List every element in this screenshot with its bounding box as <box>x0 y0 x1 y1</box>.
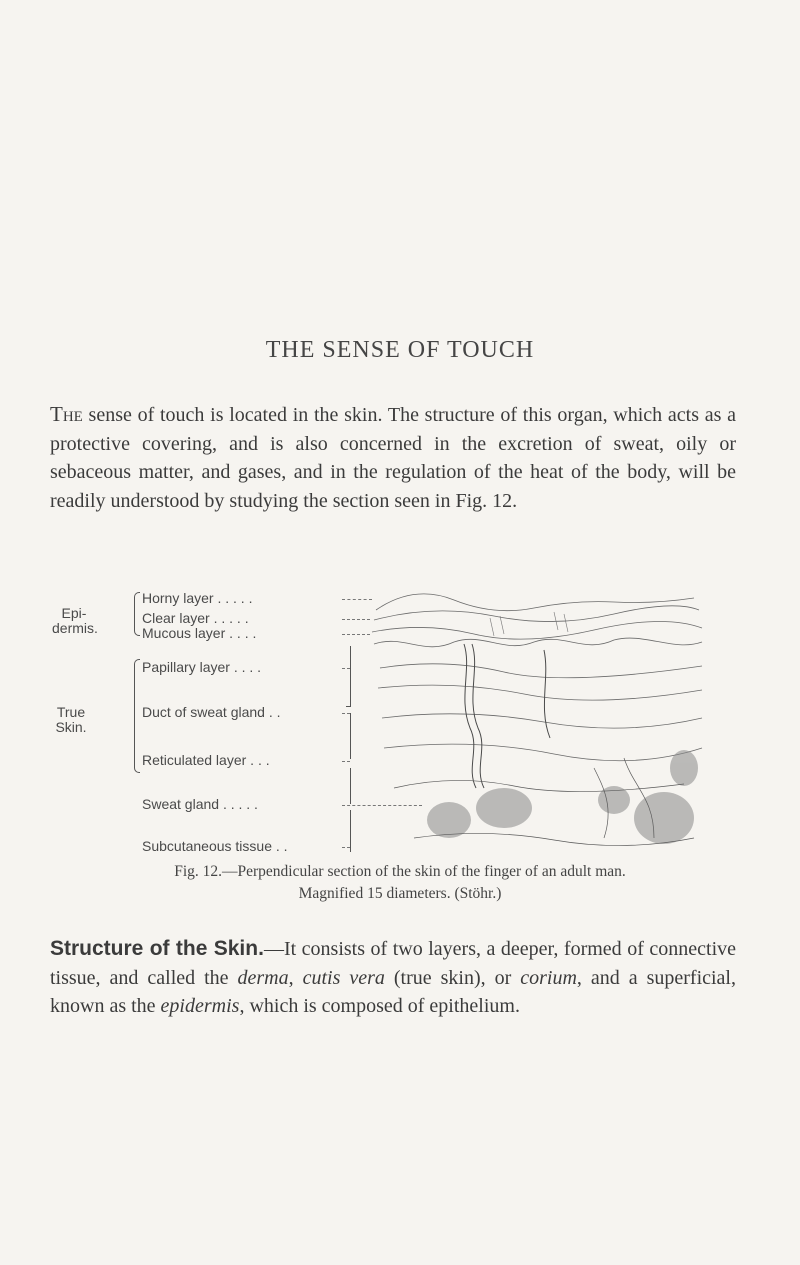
label-mucous-layer: Mucous layer . . . . <box>142 625 257 641</box>
true-skin-group-label <box>54 705 88 735</box>
caption-line2: Magnified 15 diameters. (Stöhr.) <box>298 885 502 902</box>
intro-lead-word: The <box>50 402 83 426</box>
structure-separator: , <box>288 966 303 989</box>
figure-12 <box>50 588 750 858</box>
label-sweat-gland: Sweat gland . . . . . <box>142 796 258 812</box>
figure-caption <box>0 861 800 905</box>
intro-text: sense of touch is located in the skin. The structure of this organ, which acts as a protective covering, and is also concerned in the excretion of sweat, oily or sebaceous matter, and gases, and in the regulation of the heat of the body, will be readily understood by studying the section seen in Fig. 12. <box>50 404 736 512</box>
structure-text-2: (true skin), or <box>384 966 521 989</box>
true-skin-label-line2: Skin. <box>55 719 87 735</box>
term-epidermis: epidermis <box>160 995 240 1017</box>
right-brace-lower <box>346 768 351 804</box>
right-brace-bottom <box>346 810 351 852</box>
skin-section-illustration <box>354 588 704 856</box>
term-corium: corium <box>520 966 577 989</box>
caption-line1: Fig. 12.—Perpendicular section of the skin of the finger of an adult man. <box>174 863 626 880</box>
page-title: THE SENSE OF TOUCH <box>265 337 535 363</box>
epidermis-label-line2: dermis. <box>52 620 98 636</box>
label-subcutaneous-tissue: Subcutaneous tissue . . <box>142 838 288 854</box>
structure-text-4: , which is composed of epithelium. <box>239 995 520 1017</box>
label-horny-layer: Horny layer . . . . . <box>142 590 253 606</box>
label-clear-layer: Clear layer . . . . . <box>142 610 249 626</box>
term-cutis-vera: cutis vera <box>302 966 385 989</box>
structure-heading: Structure of the Skin. <box>50 937 264 960</box>
right-brace-middle <box>346 713 351 759</box>
structure-paragraph <box>50 935 736 1021</box>
epidermis-group-label <box>52 606 96 636</box>
epidermis-label-line1: Epi- <box>61 605 87 621</box>
leader-reticulated <box>342 761 350 762</box>
structure-text-3: , and a superficial, known as the <box>50 966 736 1017</box>
epidermis-brace <box>134 592 140 636</box>
term-derma: derma <box>237 966 289 989</box>
intro-paragraph <box>50 400 736 515</box>
label-papillary-layer: Papillary layer . . . . <box>142 659 262 675</box>
true-skin-brace <box>134 659 140 773</box>
right-brace-upper <box>346 646 351 707</box>
label-reticulated-layer: Reticulated layer . . . <box>142 752 270 768</box>
label-duct-of-sweat-gland: Duct of sweat gland . . <box>142 704 281 720</box>
true-skin-label-line1: True <box>56 704 86 720</box>
structure-text-1: —It consists of two layers, a deeper, formed of connective tissue, and called the <box>50 938 737 989</box>
